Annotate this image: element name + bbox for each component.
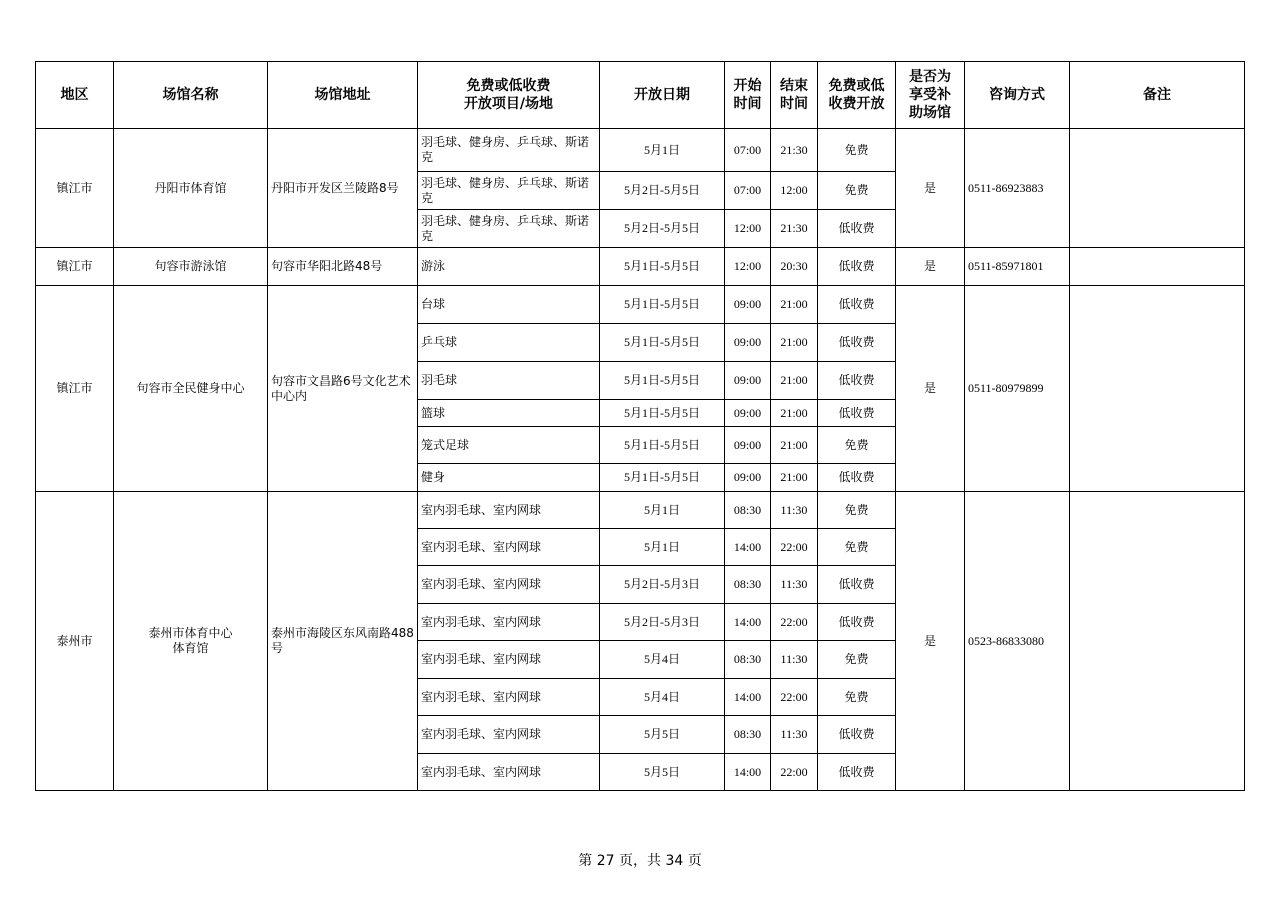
remark-cell (1070, 492, 1245, 791)
header-row (36, 62, 1245, 129)
open-date-cell: 5月1日 (600, 529, 725, 566)
contact-cell: 0523-86833080 (965, 492, 1070, 791)
start-time-cell: 09:00 (725, 324, 771, 362)
project-cell: 篮球 (418, 400, 600, 427)
table-body (36, 129, 1245, 791)
table-row (36, 286, 1245, 324)
project-cell: 室内羽毛球、室内网球 (418, 716, 600, 754)
open-date-cell: 5月5日 (600, 754, 725, 791)
contact-cell: 0511-85971801 (965, 248, 1070, 286)
project-cell: 笼式足球 (418, 427, 600, 464)
open-date-cell: 5月4日 (600, 641, 725, 679)
start-time-cell: 14:00 (725, 754, 771, 791)
start-time-cell: 08:30 (725, 716, 771, 754)
header-venue-address: 场馆地址 (268, 62, 418, 129)
venue-table (35, 61, 1245, 791)
subsidy-cell: 是 (896, 129, 965, 248)
start-time-cell: 08:30 (725, 566, 771, 604)
end-time-cell: 11:30 (771, 716, 818, 754)
start-time-cell: 09:00 (725, 362, 771, 400)
remark-cell (1070, 248, 1245, 286)
open-date-cell: 5月4日 (600, 679, 725, 716)
fee-type-cell: 低收费 (818, 248, 896, 286)
subsidy-cell: 是 (896, 248, 965, 286)
start-time-cell: 09:00 (725, 427, 771, 464)
fee-type-cell: 低收费 (818, 210, 896, 248)
end-time-cell: 21:00 (771, 427, 818, 464)
start-time-cell: 07:00 (725, 129, 771, 172)
project-cell: 室内羽毛球、室内网球 (418, 604, 600, 641)
remark-cell (1070, 129, 1245, 248)
page-footer: 第 27 页，共 34 页 (578, 853, 702, 869)
header-subsidy: 是否为 享受补 助场馆 (896, 62, 965, 129)
venue-name-cell: 丹阳市体育馆 (114, 129, 268, 248)
end-time-cell: 22:00 (771, 604, 818, 641)
project-cell: 室内羽毛球、室内网球 (418, 529, 600, 566)
venue-address-cell: 句容市文昌路6号文化艺术中心内 (268, 286, 418, 492)
project-cell: 羽毛球、健身房、乒乓球、斯诺克 (418, 172, 600, 210)
end-time-cell: 21:00 (771, 400, 818, 427)
end-time-cell: 22:00 (771, 529, 818, 566)
end-time-cell: 11:30 (771, 492, 818, 529)
fee-type-cell: 免费 (818, 492, 896, 529)
subsidy-cell: 是 (896, 492, 965, 791)
project-cell: 室内羽毛球、室内网球 (418, 679, 600, 716)
header-open-date: 开放日期 (600, 62, 725, 129)
header-venue-name: 场馆名称 (114, 62, 268, 129)
start-time-cell: 09:00 (725, 400, 771, 427)
project-cell: 室内羽毛球、室内网球 (418, 566, 600, 604)
venue-name-cell: 句容市全民健身中心 (114, 286, 268, 492)
fee-type-cell: 免费 (818, 679, 896, 716)
open-date-cell: 5月2日-5月5日 (600, 172, 725, 210)
header-contact: 咨询方式 (965, 62, 1070, 129)
open-date-cell: 5月1日-5月5日 (600, 286, 725, 324)
open-date-cell: 5月2日-5月5日 (600, 210, 725, 248)
venue-name-cell: 句容市游泳馆 (114, 248, 268, 286)
header-project: 免费或低收费 开放项目/场地 (418, 62, 600, 129)
fee-type-cell: 低收费 (818, 362, 896, 400)
venue-address-cell: 句容市华阳北路48号 (268, 248, 418, 286)
header-end-time: 结束 时间 (771, 62, 818, 129)
fee-type-cell: 低收费 (818, 324, 896, 362)
start-time-cell: 08:30 (725, 492, 771, 529)
fee-type-cell: 低收费 (818, 286, 896, 324)
fee-type-cell: 低收费 (818, 716, 896, 754)
header-region: 地区 (36, 62, 114, 129)
remark-cell (1070, 286, 1245, 492)
open-date-cell: 5月1日-5月5日 (600, 362, 725, 400)
region-cell: 泰州市 (36, 492, 114, 791)
fee-type-cell: 低收费 (818, 400, 896, 427)
start-time-cell: 14:00 (725, 604, 771, 641)
project-cell: 游泳 (418, 248, 600, 286)
region-cell: 镇江市 (36, 286, 114, 492)
fee-type-cell: 低收费 (818, 464, 896, 492)
table-row (36, 248, 1245, 286)
subsidy-cell: 是 (896, 286, 965, 492)
end-time-cell: 21:00 (771, 286, 818, 324)
open-date-cell: 5月1日 (600, 129, 725, 172)
open-date-cell: 5月2日-5月3日 (600, 604, 725, 641)
project-cell: 健身 (418, 464, 600, 492)
start-time-cell: 08:30 (725, 641, 771, 679)
end-time-cell: 11:30 (771, 566, 818, 604)
start-time-cell: 14:00 (725, 529, 771, 566)
project-cell: 羽毛球、健身房、乒乓球、斯诺克 (418, 129, 600, 172)
end-time-cell: 12:00 (771, 172, 818, 210)
end-time-cell: 21:30 (771, 129, 818, 172)
fee-type-cell: 低收费 (818, 604, 896, 641)
project-cell: 羽毛球、健身房、乒乓球、斯诺克 (418, 210, 600, 248)
project-cell: 室内羽毛球、室内网球 (418, 492, 600, 529)
end-time-cell: 21:30 (771, 210, 818, 248)
header-start-time: 开始 时间 (725, 62, 771, 129)
venue-name-cell: 泰州市体育中心 体育馆 (114, 492, 268, 791)
open-date-cell: 5月1日-5月5日 (600, 324, 725, 362)
open-date-cell: 5月1日-5月5日 (600, 248, 725, 286)
open-date-cell: 5月1日-5月5日 (600, 464, 725, 492)
fee-type-cell: 低收费 (818, 754, 896, 791)
end-time-cell: 21:00 (771, 464, 818, 492)
end-time-cell: 22:00 (771, 754, 818, 791)
end-time-cell: 22:00 (771, 679, 818, 716)
start-time-cell: 14:00 (725, 679, 771, 716)
end-time-cell: 21:00 (771, 324, 818, 362)
start-time-cell: 12:00 (725, 210, 771, 248)
table-row (36, 129, 1245, 172)
contact-cell: 0511-86923883 (965, 129, 1070, 248)
end-time-cell: 20:30 (771, 248, 818, 286)
fee-type-cell: 低收费 (818, 566, 896, 604)
contact-cell: 0511-80979899 (965, 286, 1070, 492)
project-cell: 室内羽毛球、室内网球 (418, 754, 600, 791)
end-time-cell: 21:00 (771, 362, 818, 400)
project-cell: 台球 (418, 286, 600, 324)
start-time-cell: 09:00 (725, 286, 771, 324)
start-time-cell: 12:00 (725, 248, 771, 286)
open-date-cell: 5月1日-5月5日 (600, 400, 725, 427)
project-cell: 乒乓球 (418, 324, 600, 362)
fee-type-cell: 免费 (818, 529, 896, 566)
fee-type-cell: 免费 (818, 129, 896, 172)
project-cell: 羽毛球 (418, 362, 600, 400)
region-cell: 镇江市 (36, 129, 114, 248)
open-date-cell: 5月1日 (600, 492, 725, 529)
start-time-cell: 07:00 (725, 172, 771, 210)
project-cell: 室内羽毛球、室内网球 (418, 641, 600, 679)
venue-address-cell: 丹阳市开发区兰陵路8号 (268, 129, 418, 248)
open-date-cell: 5月5日 (600, 716, 725, 754)
header-remark: 备注 (1070, 62, 1245, 129)
end-time-cell: 11:30 (771, 641, 818, 679)
venue-address-cell: 泰州市海陵区东风南路488号 (268, 492, 418, 791)
fee-type-cell: 免费 (818, 427, 896, 464)
open-date-cell: 5月1日-5月5日 (600, 427, 725, 464)
table-row (36, 492, 1245, 529)
open-date-cell: 5月2日-5月3日 (600, 566, 725, 604)
start-time-cell: 09:00 (725, 464, 771, 492)
fee-type-cell: 免费 (818, 641, 896, 679)
header-fee-type: 免费或低 收费开放 (818, 62, 896, 129)
fee-type-cell: 免费 (818, 172, 896, 210)
region-cell: 镇江市 (36, 248, 114, 286)
